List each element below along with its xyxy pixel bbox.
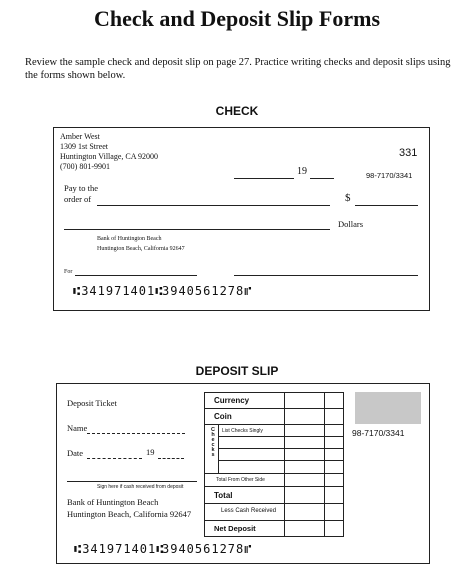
- row-divider: [204, 473, 344, 474]
- row-divider: [218, 460, 344, 461]
- deposit-micr-account: 3940561278⑈: [162, 542, 253, 556]
- deposit-date-year: 19: [146, 447, 155, 457]
- order-of-label: order of: [64, 194, 92, 204]
- check-bank-name: Bank of Huntington Beach: [97, 236, 162, 242]
- check-micr-routing: ⑆341971401⑆: [73, 284, 164, 298]
- row-list-checks-label: List Checks Singly: [222, 428, 263, 434]
- check-date-year: 19: [297, 166, 307, 177]
- check-number: 331: [399, 147, 418, 159]
- intro-text: Review the sample check and deposit slip on page 27. Practice writing checks and deposit slips using the forms shown below.: [25, 57, 451, 81]
- row-divider: [218, 436, 344, 437]
- check-date-line-2[interactable]: [310, 178, 334, 179]
- signature-line[interactable]: [234, 275, 418, 276]
- memo-line[interactable]: [75, 275, 197, 276]
- deposit-date-line-1[interactable]: [87, 458, 142, 459]
- amount-words-line[interactable]: [64, 229, 330, 230]
- row-net-deposit-label: Net Deposit: [214, 524, 256, 533]
- table-divider-1: [284, 392, 285, 537]
- dollar-sign: $: [345, 192, 351, 204]
- deposit-heading: DEPOSIT SLIP: [195, 364, 279, 378]
- row-total-other-label: Total From Other Side: [216, 477, 265, 483]
- deposit-name-line[interactable]: [87, 433, 185, 434]
- check-owner-street: 1309 1st Street: [60, 142, 108, 151]
- row-divider: [204, 424, 344, 425]
- table-divider-2: [324, 392, 325, 537]
- check-owner-phone: (700) 801-9901: [60, 162, 110, 171]
- row-total-label: Total: [214, 491, 233, 500]
- deposit-ticket-label: Deposit Ticket: [67, 398, 117, 408]
- check-bank-city: Huntington Beach, California 92647: [97, 246, 185, 252]
- deposit-sign-note: Sign here if cash received from deposit: [97, 484, 184, 490]
- check-owner-name: Amber West: [60, 132, 100, 141]
- amount-line[interactable]: [355, 205, 418, 206]
- deposit-stamp-box: [355, 392, 421, 424]
- check-routing-fraction: 98-7170/3341: [366, 171, 413, 180]
- deposit-date-line-2[interactable]: [158, 458, 184, 459]
- pay-to-label: Pay to the: [64, 183, 98, 193]
- checks-column-divider: [218, 424, 219, 473]
- dollars-label: Dollars: [338, 219, 364, 229]
- row-coin-label: Coin: [214, 412, 232, 421]
- deposit-bank-name: Bank of Huntington Beach: [67, 497, 159, 507]
- row-currency-label: Currency: [214, 396, 250, 405]
- check-date-line-1[interactable]: [234, 178, 294, 179]
- row-divider: [218, 448, 344, 449]
- row-less-cash-label: Less Cash Received: [221, 508, 277, 514]
- row-divider: [204, 486, 344, 487]
- row-divider: [204, 503, 344, 504]
- row-checks-label: [209, 427, 216, 460]
- deposit-micr-routing: ⑆341971401⑆: [74, 542, 165, 556]
- checks-vertical-text: Checks: [210, 427, 216, 457]
- payee-line[interactable]: [97, 205, 330, 206]
- check-micr-account: 3940561278⑈: [162, 284, 253, 298]
- page-title: Check and Deposit Slip Forms: [93, 6, 381, 31]
- deposit-bank-city: Huntington Beach, California 92647: [67, 509, 192, 519]
- deposit-date-label: Date: [67, 448, 84, 458]
- deposit-routing-fraction: 98-7170/3341: [352, 428, 405, 438]
- deposit-name-label: Name: [67, 423, 88, 433]
- check-owner-city: Huntington Village, CA 92000: [60, 152, 159, 161]
- check-heading: CHECK: [215, 104, 259, 118]
- row-divider: [204, 408, 344, 409]
- deposit-sign-line[interactable]: [67, 481, 197, 482]
- memo-label: For: [64, 269, 73, 275]
- row-divider: [204, 520, 344, 521]
